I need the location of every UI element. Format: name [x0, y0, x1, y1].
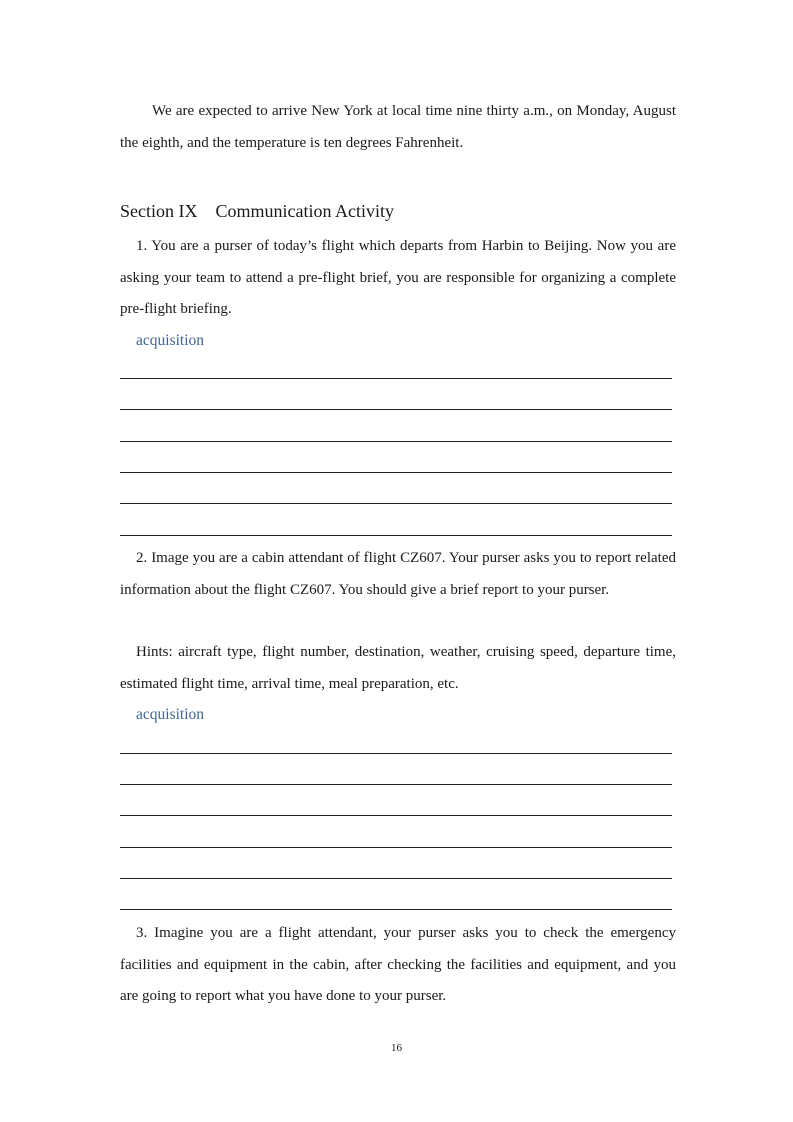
arrival-paragraph: We are expected to arrive New York at local time nine thirty a.m., on Monday, August the eighth, and the temperature is ten degrees Fahrenheit. — [120, 103, 676, 151]
answer-line[interactable] — [120, 815, 672, 816]
section-heading: Section IX Communication Activity — [120, 201, 394, 221]
answer-line[interactable] — [120, 784, 672, 785]
answer-line[interactable] — [120, 753, 672, 754]
answer-line[interactable] — [120, 503, 672, 504]
answer-line[interactable] — [120, 378, 672, 379]
task-3-paragraph: 3. Imagine you are a flight attendant, your purser asks you to check the emergency facilities and equipment in the cabin, after checking the facilities and equipment, and you are going to report what you have done to your purser. — [120, 925, 676, 1004]
task-2-hints: Hints: aircraft type, flight number, destination, weather, cruising speed, departure time, estimated flight time, arrival time, meal preparation, etc. — [120, 644, 676, 692]
task-2-paragraph: 2. Image you are a cabin attendant of flight CZ607. Your purser asks you to report related information about the flight CZ607. You should give a brief report to your purser. — [120, 550, 676, 598]
answer-line[interactable] — [120, 441, 672, 442]
page-number: 16 — [391, 1042, 402, 1054]
answer-line[interactable] — [120, 535, 672, 536]
answer-line[interactable] — [120, 909, 672, 910]
answer-line[interactable] — [120, 878, 672, 879]
answer-line[interactable] — [120, 847, 672, 848]
answer-line[interactable] — [120, 409, 672, 410]
answer-line[interactable] — [120, 472, 672, 473]
task-2-acquisition-label: acquisition — [136, 706, 205, 723]
task-1-acquisition-label: acquisition — [136, 332, 205, 349]
task-1-paragraph: 1. You are a purser of today’s flight which departs from Harbin to Beijing. Now you are asking your team to attend a pre-flight brief, you are responsible for organizing a complete pre-flight briefing. — [120, 238, 676, 317]
